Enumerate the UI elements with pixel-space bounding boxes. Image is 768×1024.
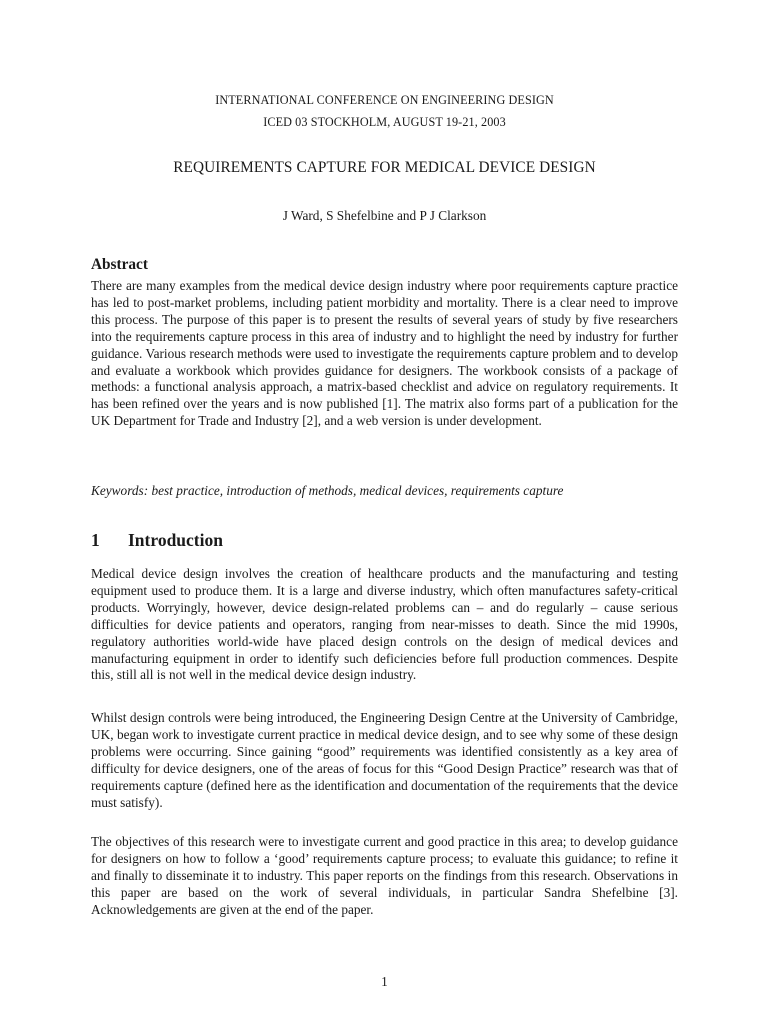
page-number: 1 bbox=[381, 974, 388, 989]
section-number: 1 bbox=[91, 530, 100, 550]
abstract-heading: Abstract bbox=[91, 256, 148, 273]
conference-location-date: ICED 03 STOCKHOLM, AUGUST 19-21, 2003 bbox=[263, 115, 506, 129]
conference-name: INTERNATIONAL CONFERENCE ON ENGINEERING DESIGN bbox=[215, 93, 554, 107]
paper-page bbox=[91, 0, 678, 1024]
abstract-body: There are many examples from the medical device design industry where poor requirements capture practice has led to post-market problems, including patient morbidity and mortality. There is a clear need to improve this process. The purpose of this paper is to present the results of several years of study by five researchers into the requirements capture process in this area of industry and to highlight the need by industry for further guidance. Various research methods were used to investigate the requirements capture problem and to develop and evaluate a workbook which provides guidance for designers. The workbook consists of a package of methods: a functional analysis approach, a matrix-based checklist and advice on regulatory requirements. It has been refined over the years and is now published [1]. The matrix also forms part of a publication for the UK Department for Trade and Industry [2], and a web version is under development. bbox=[91, 278, 678, 429]
section-heading-introduction bbox=[91, 530, 223, 551]
keywords: Keywords: best practice, introduction of methods, medical devices, requirements capture bbox=[91, 483, 564, 498]
paper-authors: J Ward, S Shefelbine and P J Clarkson bbox=[282, 208, 487, 223]
paper-title: REQUIREMENTS CAPTURE FOR MEDICAL DEVICE DESIGN bbox=[173, 159, 596, 176]
section-title: Introduction bbox=[128, 530, 223, 550]
intro-paragraph: The objectives of this research were to investigate current and good practice in this area; to develop guidance for designers on how to follow a ‘good’ requirements capture process; to evaluate this guidance; to refine it and finally to disseminate it to industry. This paper reports on the findings from this research. Observations in this paper are based on the work of several individuals, in particular Sandra Shefelbine [3]. Acknowledgements are given at the end of the paper. bbox=[91, 834, 678, 917]
intro-paragraph: Whilst design controls were being introduced, the Engineering Design Centre at the University of Cambridge, UK, began work to investigate current practice in medical device design, and to see why some of these design problems were occurring. Since gaining “good” requirements was identified consistently as a key area of difficulty for device designers, one of the areas of focus for this “Good Design Practice” research was that of requirements capture (defined here as the identification and documentation of the requirements that the device must satisfy). bbox=[91, 710, 678, 810]
intro-paragraph: Medical device design involves the creation of healthcare products and the manufacturing and testing equipment used to produce them. It is a large and diverse industry, which often manufactures safety-critical products. Worryingly, however, device design-related problems can – and do regularly – cause serious difficulties for device patients and operators, ranging from near-misses to death. Since the mid 1990s, regulatory authorities world-wide have placed design controls on the design of medical devices and manufacturing equipment in order to identify such deficiencies before full production commences. Despite this, still all is not well in the medical device design industry. bbox=[91, 566, 678, 683]
